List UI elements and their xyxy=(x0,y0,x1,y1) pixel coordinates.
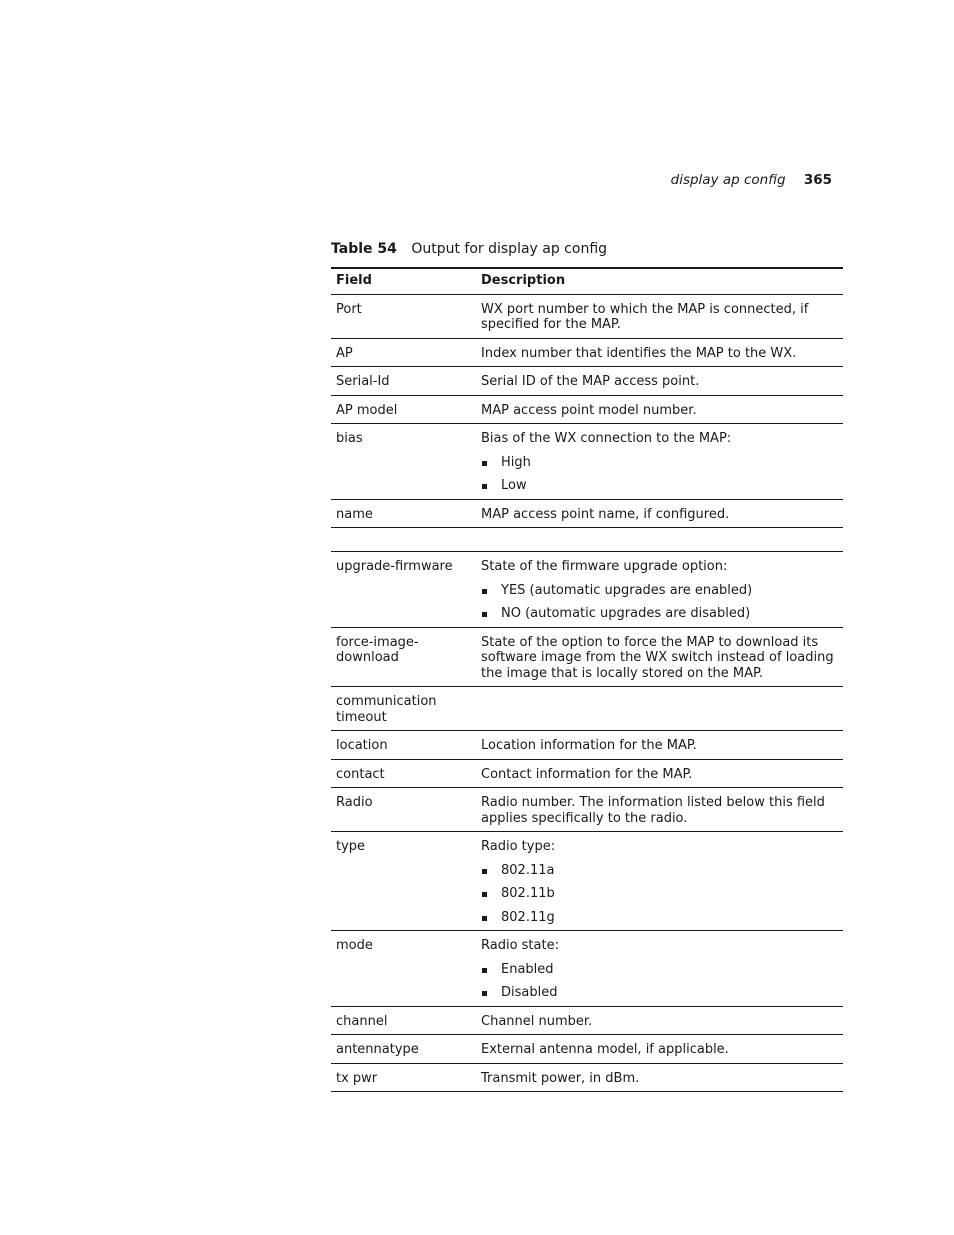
description-cell xyxy=(476,424,843,500)
table-row xyxy=(331,499,843,528)
table-header-row xyxy=(331,268,843,294)
table-caption xyxy=(331,241,607,257)
bullet-list xyxy=(481,455,838,494)
description-text: External antenna model, if applicable. xyxy=(481,1042,729,1057)
description-cell xyxy=(476,759,843,788)
description-cell xyxy=(476,627,843,687)
description-cell xyxy=(476,731,843,760)
description-text: Location information for the MAP. xyxy=(481,738,697,753)
column-header-description: Description xyxy=(476,268,843,294)
description-cell xyxy=(476,294,843,338)
description-text: State of the firmware upgrade option: xyxy=(481,559,728,574)
description-text: Radio state: xyxy=(481,938,559,953)
field-cell: name xyxy=(331,499,476,528)
table-row xyxy=(331,931,843,1007)
page-header xyxy=(671,172,832,188)
description-cell xyxy=(476,832,843,931)
description-text: Contact information for the MAP. xyxy=(481,766,693,782)
description-text: Transmit power, in dBm. xyxy=(481,1070,640,1086)
description-text: State of the option to force the MAP to download its software image from the WX switch instead of loading the image that is locally stored on the MAP. xyxy=(481,634,834,681)
field-cell: AP xyxy=(331,338,476,367)
field-cell: Radio xyxy=(331,788,476,832)
description-cell xyxy=(476,788,843,832)
description-text: Index number that identifies the MAP to the WX. xyxy=(481,345,797,361)
bullet-item: High xyxy=(481,455,838,471)
description-text: MAP access point name, if configured. xyxy=(481,506,730,522)
description-text: Radio number. The information listed below this field applies specifically to the radio. xyxy=(481,795,825,826)
field-cell: antennatype xyxy=(331,1035,476,1064)
table-row xyxy=(331,395,843,424)
table-row xyxy=(331,731,843,760)
description-text: Serial ID of the MAP access point. xyxy=(481,374,700,389)
description-cell xyxy=(476,1063,843,1092)
description-cell xyxy=(476,395,843,424)
description-cell xyxy=(476,528,843,552)
field-cell: communication timeout xyxy=(331,687,476,731)
bullet-item: Disabled xyxy=(481,985,838,1001)
table-title: Output for display ap config xyxy=(411,241,608,257)
field-cell: force-image-download xyxy=(331,627,476,687)
field-cell: bias xyxy=(331,424,476,500)
field-cell: AP model xyxy=(331,395,476,424)
description-text: Channel number. xyxy=(481,1013,593,1029)
description-cell xyxy=(476,931,843,1007)
bullet-list xyxy=(481,583,838,622)
bullet-item: 802.11g xyxy=(481,910,838,926)
table-row xyxy=(331,1063,843,1092)
table-body xyxy=(331,294,843,1092)
description-cell xyxy=(476,1006,843,1035)
description-cell xyxy=(476,499,843,528)
table-row xyxy=(331,367,843,396)
description-cell xyxy=(476,1035,843,1064)
description-cell xyxy=(476,687,843,731)
table-row xyxy=(331,1006,843,1035)
bullet-item: NO (automatic upgrades are disabled) xyxy=(481,606,838,622)
table-row xyxy=(331,788,843,832)
description-cell xyxy=(476,338,843,367)
field-cell: channel xyxy=(331,1006,476,1035)
section-title: display ap config xyxy=(670,172,786,188)
table-row xyxy=(331,424,843,500)
field-cell: upgrade-firmware xyxy=(331,552,476,628)
field-cell: location xyxy=(331,731,476,760)
table-row xyxy=(331,552,843,628)
table-row xyxy=(331,338,843,367)
table-row xyxy=(331,832,843,931)
description-text: MAP access point model number. xyxy=(481,402,697,418)
field-cell xyxy=(331,528,476,552)
field-cell: type xyxy=(331,832,476,931)
bullet-list xyxy=(481,863,838,926)
table-row xyxy=(331,687,843,731)
bullet-item: 802.11b xyxy=(481,886,838,902)
description-text: Radio type: xyxy=(481,839,556,854)
description-text: WX port number to which the MAP is connected, if specified for the MAP. xyxy=(481,301,809,332)
field-cell: tx pwr xyxy=(331,1063,476,1092)
bullet-list xyxy=(481,962,838,1001)
page-number: 365 xyxy=(803,172,832,188)
field-cell: Serial-Id xyxy=(331,367,476,396)
output-table xyxy=(331,267,843,1092)
table-row xyxy=(331,1035,843,1064)
description-cell xyxy=(476,552,843,628)
bullet-item: Low xyxy=(481,478,838,494)
bullet-item: Enabled xyxy=(481,962,838,978)
table-row xyxy=(331,294,843,338)
table-row xyxy=(331,528,843,552)
field-cell: mode xyxy=(331,931,476,1007)
bullet-item: YES (automatic upgrades are enabled) xyxy=(481,583,838,599)
table-row xyxy=(331,759,843,788)
table-row xyxy=(331,627,843,687)
description-cell xyxy=(476,367,843,396)
column-header-field: Field xyxy=(331,268,476,294)
bullet-item: 802.11a xyxy=(481,863,838,879)
table-label: Table 54 xyxy=(331,241,397,257)
description-text: Bias of the WX connection to the MAP: xyxy=(481,431,732,446)
field-cell: contact xyxy=(331,759,476,788)
field-cell: Port xyxy=(331,294,476,338)
